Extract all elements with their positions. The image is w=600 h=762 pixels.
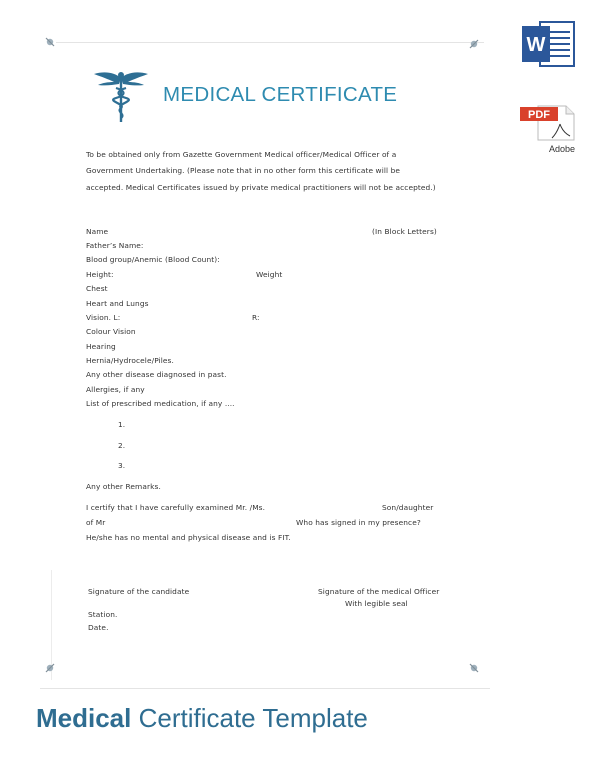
bottom-divider (40, 688, 490, 689)
footer-title-word: Medical (36, 703, 132, 733)
signature-candidate: Signature of the candidate (88, 587, 190, 596)
field-colour-vision: Colour Vision (86, 327, 136, 336)
caduceus-icon (92, 68, 150, 124)
certify-signed-presence: Who has signed in my presence? (296, 518, 421, 527)
field-allergies: Allergies, if any (86, 385, 145, 394)
top-right-pin-icon (468, 38, 480, 50)
field-medication: List of prescribed medication, if any .... (86, 399, 235, 408)
certify-line-1: I certify that I have carefully examined Mr. /Ms. (86, 503, 266, 512)
page-title: MEDICAL CERTIFICATE (163, 83, 398, 106)
field-fathers-name: Father’s Name: (86, 241, 144, 250)
field-blood-group: Blood group/Anemic (Blood Count): (86, 255, 220, 264)
field-hearing: Hearing (86, 342, 116, 351)
field-name: Name (86, 227, 109, 236)
top-left-pin-icon (44, 36, 56, 48)
field-vision-right: R: (252, 313, 260, 322)
certify-line-3: He/she has no mental and physical disease and is FIT. (86, 533, 291, 542)
list-item: 3. (118, 461, 126, 470)
footer-title (36, 703, 368, 734)
field-other-remarks: Any other Remarks. (86, 482, 161, 491)
pdf-label: PDF (528, 109, 550, 121)
field-block-letters: (In Block Letters) (372, 227, 437, 236)
certify-son-daughter: Son/daughter (382, 503, 434, 512)
adobe-label: Adobe (548, 144, 576, 154)
top-divider (56, 42, 484, 43)
field-height: Height: (86, 270, 114, 279)
list-item: 1. (118, 420, 126, 429)
field-chest: Chest (86, 284, 108, 293)
pdf-icon[interactable] (520, 104, 576, 156)
certify-line-2: of Mr (86, 518, 106, 527)
field-vision-left: Vision. L: (86, 313, 121, 322)
intro-line-3: accepted. Medical Certificates issued by private medical practitioners will not be accepted.) (86, 183, 436, 192)
word-letter: W (526, 34, 546, 56)
bottom-right-pin-icon (468, 662, 480, 674)
field-other-disease: Any other disease diagnosed in past. (86, 370, 227, 379)
bottom-left-pin-icon (44, 662, 56, 674)
word-icon[interactable] (520, 18, 576, 70)
field-hernia: Hernia/Hydrocele/Piles. (86, 356, 174, 365)
list-item: 2. (118, 441, 126, 450)
station-label: Station. (88, 610, 118, 619)
field-weight: Weight (256, 270, 283, 279)
intro-line-1: To be obtained only from Gazette Government Medical officer/Medical Officer of a (86, 150, 397, 159)
signature-officer: Signature of the medical Officer (318, 587, 440, 596)
signature-seal: With legible seal (345, 599, 408, 608)
intro-line-2: Government Undertaking. (Please note that in no other form this certificate will be (86, 166, 401, 175)
footer-title-rest: Certificate Template (131, 703, 368, 733)
date-label: Date. (88, 623, 109, 632)
field-heart-lungs: Heart and Lungs (86, 299, 149, 308)
